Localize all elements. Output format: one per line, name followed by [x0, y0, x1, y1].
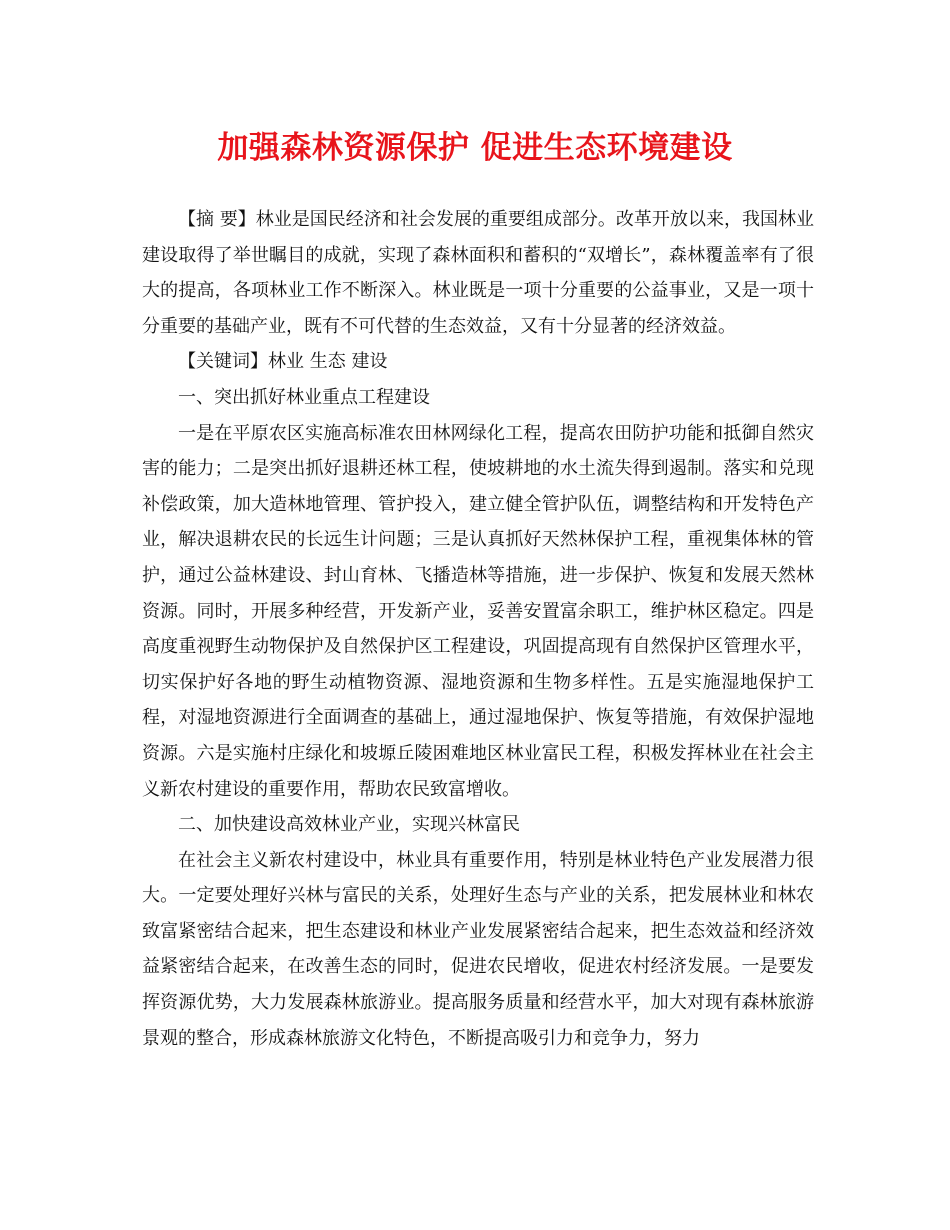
document-title: 加强森林资源保护 促进生态环境建设: [217, 130, 733, 166]
document-body: [142, 202, 814, 1056]
section-1-paragraph: 一是在平原农区实施高标准农田林网绿化工程，提高农田防护功能和抵御自然灾害的能力；二是突出抓好退耕还林工程，使坡耕地的水土流失得到遏制。落实和兑现补偿政策，加大造林地管理、管护投入，建立健全管护队伍，调整结构和开发特色产业，解决退耕农民的长远生计问题；三是认真抓好天然林保护工程，重视集体林的管护，通过公益林建设、封山育林、飞播造林等措施，进一步保护、恢复和发展天然林资源。同时，开展多种经营，开发新产业，妥善安置富余职工，维护林区稳定。四是高度重视野生动物保护及自然保护区工程建设，巩固提高现有自然保护区管理水平，切实保护好各地的野生动植物资源、湿地资源和生物多样性。五是实施湿地保护工程，对湿地资源进行全面调查的基础上，通过湿地保护、恢复等措施，有效保护湿地资源。六是实施村庄绿化和坡塬丘陵困难地区林业富民工程，积极发挥林业在社会主义新农村建设的重要作用，帮助农民致富增收。: [142, 422, 814, 800]
section-2-paragraph: 在社会主义新农村建设中，林业具有重要作用，特别是林业特色产业发展潜力很大。一定要处理好兴林与富民的关系，处理好生态与产业的关系，把发展林业和林农致富紧密结合起来，把生态建设和林业产业发展紧密结合起来，把生态效益和经济效益紧密结合起来，在改善生态的同时，促进农民增收，促进农村经济发展。一是要发挥资源优势，大力发展森林旅游业。提高服务质量和经营水平，加大对现有森林旅游景观的整合，形成森林旅游文化特色，不断提高吸引力和竞争力，努力: [142, 849, 814, 1049]
section-heading-1: 一、突出抓好林业重点工程建设: [178, 386, 430, 408]
keywords-paragraph: 【关键词】林业 生态 建设: [178, 351, 388, 373]
section-heading-2: 二、加快建设高效林业产业，实现兴林富民: [178, 814, 520, 836]
abstract-paragraph: 【摘 要】林业是国民经济和社会发展的重要组成部分。改革开放以来，我国林业建设取得了举世瞩目的成就，实现了森林面积和蓄积的“双增长”，森林覆盖率有了很大的提高，各项林业工作不断深入。林业既是一项十分重要的公益事业，又是一项十分重要的基础产业，既有不可代替的生态效益，又有十分显著的经济效益。: [142, 209, 814, 337]
